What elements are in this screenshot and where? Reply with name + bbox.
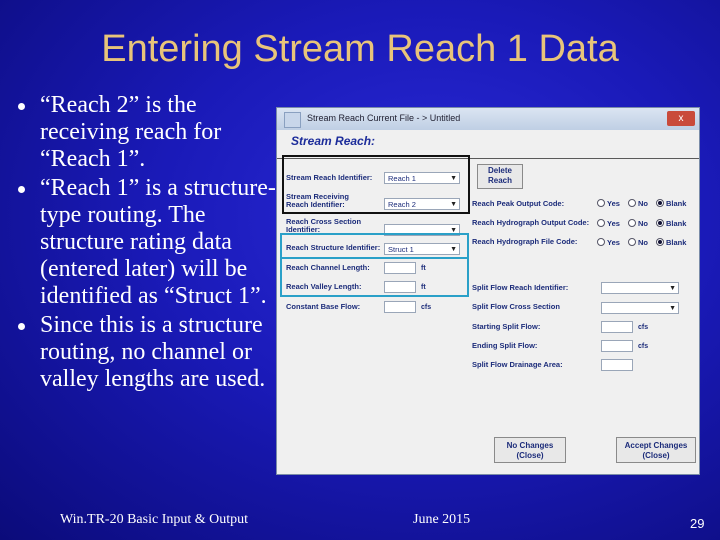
radio-icon <box>628 219 636 227</box>
base-flow-label: Constant Base Flow: <box>286 302 361 311</box>
chevron-down-icon: ▼ <box>669 305 676 312</box>
drainage-area-input[interactable] <box>601 359 633 371</box>
chevron-down-icon: ▼ <box>450 246 457 253</box>
bullet-text: “Reach 2” is the receiving reach for “Reach 1”. <box>40 92 222 172</box>
radio-label: No <box>638 238 648 247</box>
bullet-text: “Reach 1” is a structure-type routing. The structure rating data (entered later) will be identified as “Struct 1”. <box>40 175 276 309</box>
radio-icon <box>628 199 636 207</box>
delete-reach-button[interactable]: Delete Reach <box>477 164 523 189</box>
split-identifier-label: Split Flow Reach Identifier: <box>472 283 569 292</box>
radio-icon <box>597 199 605 207</box>
highlight-box-lengths <box>280 257 469 297</box>
footer-date: June 2015 <box>413 512 471 527</box>
structure-label: Reach Structure Identifier: <box>286 243 381 252</box>
ending-split-input[interactable] <box>601 340 633 352</box>
bullet-text: Since this is a structure routing, no channel or valley lengths are used. <box>40 312 266 392</box>
hydrograph-file-label: Reach Hydrograph File Code: <box>472 237 578 246</box>
footer-left: Win.TR-20 Basic Input & Output <box>60 512 249 527</box>
hydrograph-output-blank-radio[interactable] <box>656 219 686 228</box>
chevron-down-icon: ▼ <box>450 227 457 234</box>
split-identifier-select[interactable] <box>601 282 679 294</box>
chevron-down-icon: ▼ <box>450 201 457 208</box>
bullet-item <box>18 92 280 173</box>
window-titlebar[interactable] <box>277 108 699 130</box>
peak-output-yes-radio[interactable] <box>597 199 620 208</box>
hydrograph-file-no-radio[interactable] <box>628 238 648 247</box>
ending-split-label: Ending Split Flow: <box>472 341 538 350</box>
structure-value: Struct 1 <box>388 245 414 254</box>
slide-title: Entering Stream Reach 1 Data <box>101 28 619 70</box>
bullet-dot-icon <box>18 323 25 330</box>
valley-length-label: Reach Valley Length: <box>286 282 362 291</box>
close-button[interactable]: x <box>667 111 695 126</box>
radio-label: Blank <box>666 219 687 228</box>
hydrograph-file-blank-radio[interactable] <box>656 238 686 247</box>
starting-split-input[interactable] <box>601 321 633 333</box>
reach-identifier-value: Reach 1 <box>388 174 416 183</box>
valley-length-unit: ft <box>421 284 426 291</box>
radio-selected-icon <box>656 199 664 207</box>
hydrograph-file-yes-radio[interactable] <box>597 238 620 247</box>
pane-title: Stream Reach: <box>291 134 376 148</box>
radio-icon <box>597 219 605 227</box>
radio-icon <box>597 238 605 246</box>
radio-icon <box>628 238 636 246</box>
bullet-dot-icon <box>18 186 25 193</box>
hydrograph-output-label: Reach Hydrograph Output Code: <box>472 218 590 227</box>
radio-selected-icon <box>656 238 664 246</box>
radio-label: Blank <box>666 199 687 208</box>
radio-label: Yes <box>607 199 620 208</box>
hydrograph-output-yes-radio[interactable] <box>597 219 620 228</box>
channel-length-unit: ft <box>421 265 426 272</box>
accept-changes-button[interactable]: Accept Changes (Close) <box>616 437 696 463</box>
highlight-box-identifiers <box>282 155 470 214</box>
split-cross-section-select[interactable] <box>601 302 679 314</box>
radio-label: Yes <box>607 219 620 228</box>
radio-selected-icon <box>656 219 664 227</box>
receiving-reach-value: Reach 2 <box>388 200 416 209</box>
starting-split-unit: cfs <box>638 324 649 331</box>
bullet-dot-icon <box>18 103 25 110</box>
cross-section-label: Reach Cross Section Identifier: <box>286 217 362 234</box>
app-icon <box>284 112 301 128</box>
channel-length-label: Reach Channel Length: <box>286 263 370 272</box>
window-title: Stream Reach Current File - > Untitled <box>307 113 461 123</box>
chevron-down-icon: ▼ <box>450 175 457 182</box>
drainage-area-label: Split Flow Drainage Area: <box>472 360 563 369</box>
ending-split-unit: cfs <box>638 343 649 350</box>
radio-label: No <box>638 219 648 228</box>
base-flow-input[interactable] <box>384 301 416 313</box>
radio-label: Blank <box>666 238 687 247</box>
starting-split-label: Starting Split Flow: <box>472 322 541 331</box>
radio-label: Yes <box>607 238 620 247</box>
base-flow-unit: cfs <box>421 304 432 311</box>
no-changes-button[interactable]: No Changes (Close) <box>494 437 566 463</box>
radio-label: No <box>638 199 648 208</box>
bullet-item <box>18 175 280 310</box>
receiving-reach-label: Stream Receiving Reach Identifier: <box>286 192 349 209</box>
peak-output-blank-radio[interactable] <box>656 199 686 208</box>
reach-identifier-label: Stream Reach Identifier: <box>286 173 373 182</box>
peak-output-no-radio[interactable] <box>628 199 648 208</box>
chevron-down-icon: ▼ <box>669 285 676 292</box>
peak-output-label: Reach Peak Output Code: <box>472 199 565 208</box>
page-number: 29 <box>690 516 705 531</box>
split-cross-section-label: Split Flow Cross Section <box>472 302 560 311</box>
bullet-list <box>18 92 280 395</box>
highlight-box-structure <box>280 233 469 259</box>
bullet-item <box>18 312 280 393</box>
hydrograph-output-no-radio[interactable] <box>628 219 648 228</box>
